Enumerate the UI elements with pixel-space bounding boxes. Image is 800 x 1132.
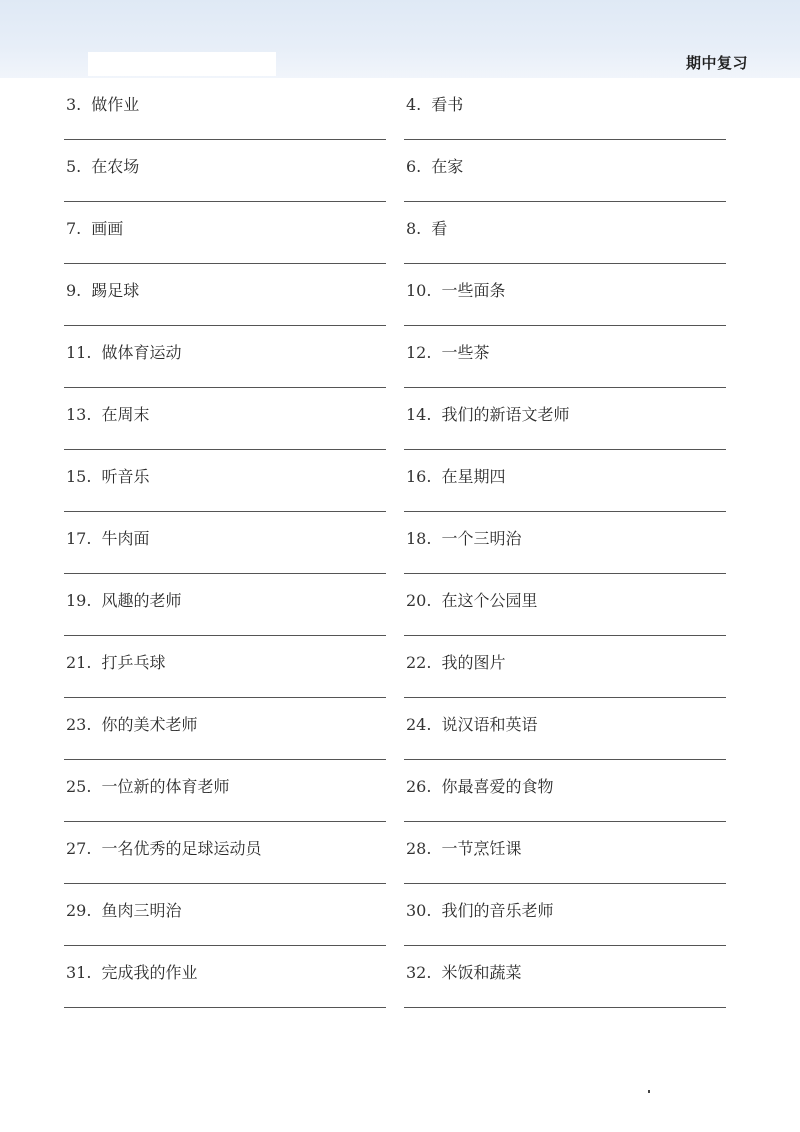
- answer-line[interactable]: [64, 883, 386, 884]
- exercise-item-14: [404, 405, 726, 463]
- exercise-item-4: [404, 95, 726, 153]
- item-number: 14.: [406, 405, 432, 424]
- item-phrase: 做体育运动: [101, 343, 182, 362]
- exercise-item-20: [404, 591, 726, 649]
- item-number: 23.: [66, 715, 92, 734]
- answer-line[interactable]: [404, 759, 726, 760]
- answer-line[interactable]: [404, 139, 726, 140]
- item-number: 26.: [406, 777, 432, 796]
- print-speck: [648, 1090, 650, 1093]
- item-phrase: 在周末: [101, 405, 150, 424]
- item-number: 8.: [406, 219, 422, 238]
- item-phrase: 我们的新语文老师: [441, 405, 570, 424]
- exercise-item-24: [404, 715, 726, 773]
- exercise-item-29: [64, 901, 386, 959]
- item-phrase: 在农场: [91, 157, 140, 176]
- item-number: 7.: [66, 219, 82, 238]
- item-number: 21.: [66, 653, 92, 672]
- exercise-item-28: [404, 839, 726, 897]
- item-number: 20.: [406, 591, 432, 610]
- answer-line[interactable]: [404, 263, 726, 264]
- answer-line[interactable]: [64, 821, 386, 822]
- item-number: 11.: [66, 343, 92, 362]
- exercise-item-6: [404, 157, 726, 215]
- item-number: 29.: [66, 901, 92, 920]
- item-number: 9.: [66, 281, 82, 300]
- item-phrase: 看书: [431, 95, 464, 114]
- answer-line[interactable]: [64, 139, 386, 140]
- exercise-item-7: [64, 219, 386, 277]
- item-phrase: 做作业: [91, 95, 140, 114]
- item-phrase: 看: [431, 219, 448, 238]
- exercise-item-3: [64, 95, 386, 153]
- item-phrase: 我的图片: [441, 653, 506, 672]
- item-phrase: 在星期四: [441, 467, 506, 486]
- exercise-item-8: [404, 219, 726, 277]
- answer-line[interactable]: [64, 635, 386, 636]
- answer-line[interactable]: [64, 1007, 386, 1008]
- item-number: 30.: [406, 901, 432, 920]
- answer-line[interactable]: [404, 945, 726, 946]
- answer-line[interactable]: [404, 573, 726, 574]
- exercise-item-9: [64, 281, 386, 339]
- item-phrase: 踢足球: [91, 281, 140, 300]
- item-number: 16.: [406, 467, 432, 486]
- answer-line[interactable]: [404, 449, 726, 450]
- answer-line[interactable]: [64, 511, 386, 512]
- item-number: 19.: [66, 591, 92, 610]
- item-number: 6.: [406, 157, 422, 176]
- exercise-item-13: [64, 405, 386, 463]
- exercise-item-12: [404, 343, 726, 401]
- item-number: 10.: [406, 281, 432, 300]
- item-number: 25.: [66, 777, 92, 796]
- item-phrase: 在这个公园里: [441, 591, 538, 610]
- item-phrase: 完成我的作业: [101, 963, 198, 982]
- item-number: 18.: [406, 529, 432, 548]
- exercise-item-21: [64, 653, 386, 711]
- answer-line[interactable]: [404, 387, 726, 388]
- item-phrase: 听音乐: [101, 467, 150, 486]
- answer-line[interactable]: [404, 697, 726, 698]
- item-number: 5.: [66, 157, 82, 176]
- exercise-item-19: [64, 591, 386, 649]
- item-number: 13.: [66, 405, 92, 424]
- exercise-item-16: [404, 467, 726, 525]
- item-number: 31.: [66, 963, 92, 982]
- item-number: 4.: [406, 95, 422, 114]
- exercise-item-11: [64, 343, 386, 401]
- item-number: 12.: [406, 343, 432, 362]
- exercise-item-17: [64, 529, 386, 587]
- answer-line[interactable]: [64, 573, 386, 574]
- exercise-item-5: [64, 157, 386, 215]
- item-phrase: 风趣的老师: [101, 591, 182, 610]
- item-phrase: 一些茶: [441, 343, 490, 362]
- item-number: 24.: [406, 715, 432, 734]
- exercise-item-26: [404, 777, 726, 835]
- item-phrase: 画画: [91, 219, 124, 238]
- item-phrase: 米饭和蔬菜: [441, 963, 522, 982]
- item-number: 28.: [406, 839, 432, 858]
- exercise-item-10: [404, 281, 726, 339]
- item-phrase: 一个三明治: [441, 529, 522, 548]
- item-number: 15.: [66, 467, 92, 486]
- item-number: 3.: [66, 95, 82, 114]
- answer-line[interactable]: [404, 201, 726, 202]
- item-phrase: 在家: [431, 157, 464, 176]
- exercise-item-22: [404, 653, 726, 711]
- item-phrase: 牛肉面: [101, 529, 150, 548]
- answer-line[interactable]: [404, 1007, 726, 1008]
- item-phrase: 一节烹饪课: [441, 839, 522, 858]
- answer-line[interactable]: [64, 263, 386, 264]
- item-phrase: 我们的音乐老师: [441, 901, 554, 920]
- exercise-item-25: [64, 777, 386, 835]
- exercise-item-27: [64, 839, 386, 897]
- item-phrase: 说汉语和英语: [441, 715, 538, 734]
- exercise-item-30: [404, 901, 726, 959]
- item-number: 32.: [406, 963, 432, 982]
- answer-line[interactable]: [404, 511, 726, 512]
- answer-line[interactable]: [64, 697, 386, 698]
- item-phrase: 一些面条: [441, 281, 506, 300]
- item-number: 22.: [406, 653, 432, 672]
- answer-line[interactable]: [404, 635, 726, 636]
- item-phrase: 一位新的体育老师: [101, 777, 230, 796]
- item-phrase: 你的美术老师: [101, 715, 198, 734]
- answer-line[interactable]: [404, 821, 726, 822]
- exercise-item-23: [64, 715, 386, 773]
- exercise-item-32: [404, 963, 726, 1021]
- item-phrase: 打乒乓球: [101, 653, 166, 672]
- answer-line[interactable]: [64, 759, 386, 760]
- section-title: 期中复习: [685, 54, 748, 72]
- answer-line[interactable]: [404, 883, 726, 884]
- exercise-item-15: [64, 467, 386, 525]
- answer-line[interactable]: [64, 325, 386, 326]
- exercise-item-31: [64, 963, 386, 1021]
- answer-line[interactable]: [64, 945, 386, 946]
- answer-line[interactable]: [64, 201, 386, 202]
- answer-line[interactable]: [64, 449, 386, 450]
- item-number: 17.: [66, 529, 92, 548]
- item-phrase: 你最喜爱的食物: [441, 777, 554, 796]
- exercise-item-18: [404, 529, 726, 587]
- item-phrase: 一名优秀的足球运动员: [101, 839, 262, 858]
- answer-line[interactable]: [64, 387, 386, 388]
- item-phrase: 鱼肉三明治: [101, 901, 182, 920]
- item-number: 27.: [66, 839, 92, 858]
- answer-line[interactable]: [404, 325, 726, 326]
